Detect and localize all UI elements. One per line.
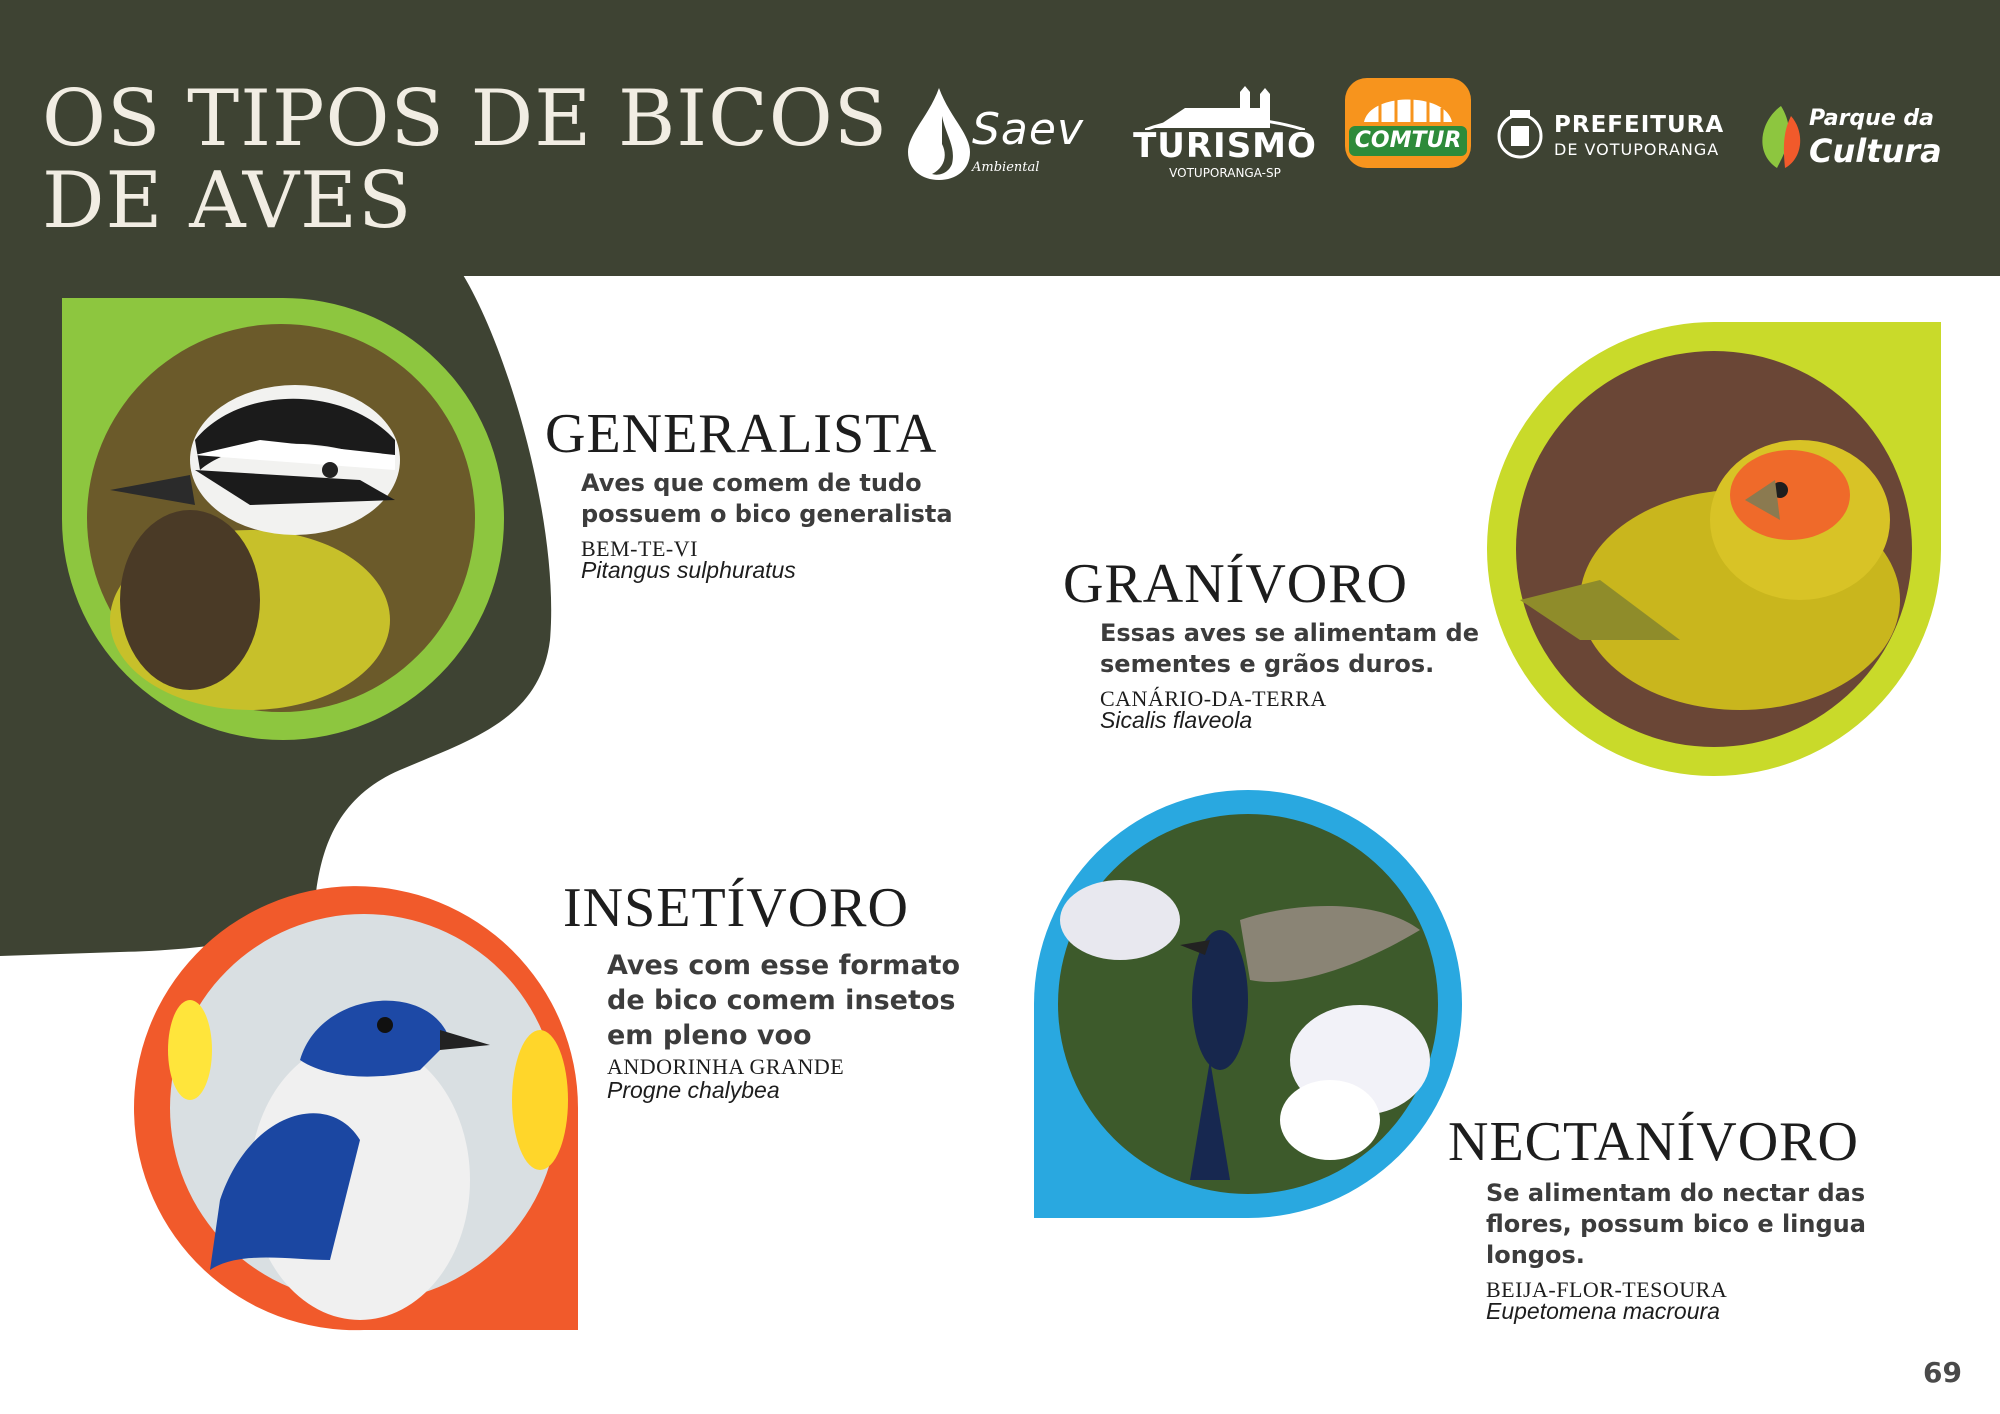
insetivoro-common-name: ANDORINHA GRANDE — [607, 1054, 845, 1079]
granivoro-description: Essas aves se alimentam de sementes e grãos duros. — [1100, 619, 1479, 678]
leaf-icon — [1755, 102, 1805, 172]
nectarivoro-common-name: BEIJA-FLOR-TESOURA — [1486, 1277, 1728, 1302]
generalista-heading: GENERALISTA — [545, 403, 938, 465]
parque-da-cultura-logo — [1755, 102, 1960, 174]
nectarivoro-heading: NECTANÍVORO — [1448, 1111, 1859, 1173]
city-seal-icon — [1496, 108, 1544, 160]
page-title-line-1: OS TIPOS DE BICOS — [42, 74, 889, 164]
granivoro-common-name: CANÁRIO-DA-TERRA — [1100, 686, 1327, 711]
insetivoro-description: Aves com esse formato de bico comem insetos em pleno voo — [607, 950, 960, 1051]
turismo-sub: VOTUPORANGA-SP — [1169, 166, 1281, 180]
comtur-logo — [1345, 78, 1471, 178]
granivoro-scientific-name: Sicalis flaveola — [1100, 707, 1253, 733]
dome-icon — [1358, 84, 1458, 124]
granivoro-heading: GRANÍVORO — [1063, 553, 1408, 615]
insetivoro-scientific-name: Progne chalybea — [607, 1077, 780, 1103]
parque-line-1: Parque da — [1809, 106, 1934, 131]
water-drop-icon — [904, 86, 974, 181]
generalista-description: Aves que comem de tudo possuem o bico generalista — [581, 469, 953, 528]
comtur-name: COMTUR — [1349, 126, 1467, 156]
insetivoro-heading: INSETÍVORO — [563, 877, 909, 939]
generalista-common-name: BEM-TE-VI — [581, 536, 698, 561]
nectarivoro-description: Se alimentam do nectar das flores, possum bico e lingua longos. — [1486, 1179, 1866, 1269]
saev-name: Saev — [972, 104, 1085, 155]
saev-logo — [900, 86, 1100, 186]
turismo-name: TURISMO — [1133, 126, 1317, 166]
page-number: 69 — [1923, 1356, 1962, 1389]
nectarivoro-photo — [1058, 814, 1438, 1194]
partner-logos — [900, 78, 1960, 188]
prefeitura-line-2: DE VOTUPORANGA — [1554, 140, 1720, 159]
parque-line-2: Cultura — [1809, 132, 1942, 170]
generalista-scientific-name: Pitangus sulphuratus — [581, 557, 796, 583]
church-icon — [1145, 80, 1305, 130]
prefeitura-line-1: PREFEITURA — [1554, 112, 1725, 138]
prefeitura-logo — [1496, 108, 1726, 168]
page-title — [42, 74, 889, 246]
page-title-line-2: DE AVES — [42, 156, 413, 246]
saev-sub: Ambiental — [972, 160, 1040, 175]
turismo-logo — [1130, 80, 1320, 180]
nectarivoro-scientific-name: Eupetomena macroura — [1486, 1298, 1720, 1324]
